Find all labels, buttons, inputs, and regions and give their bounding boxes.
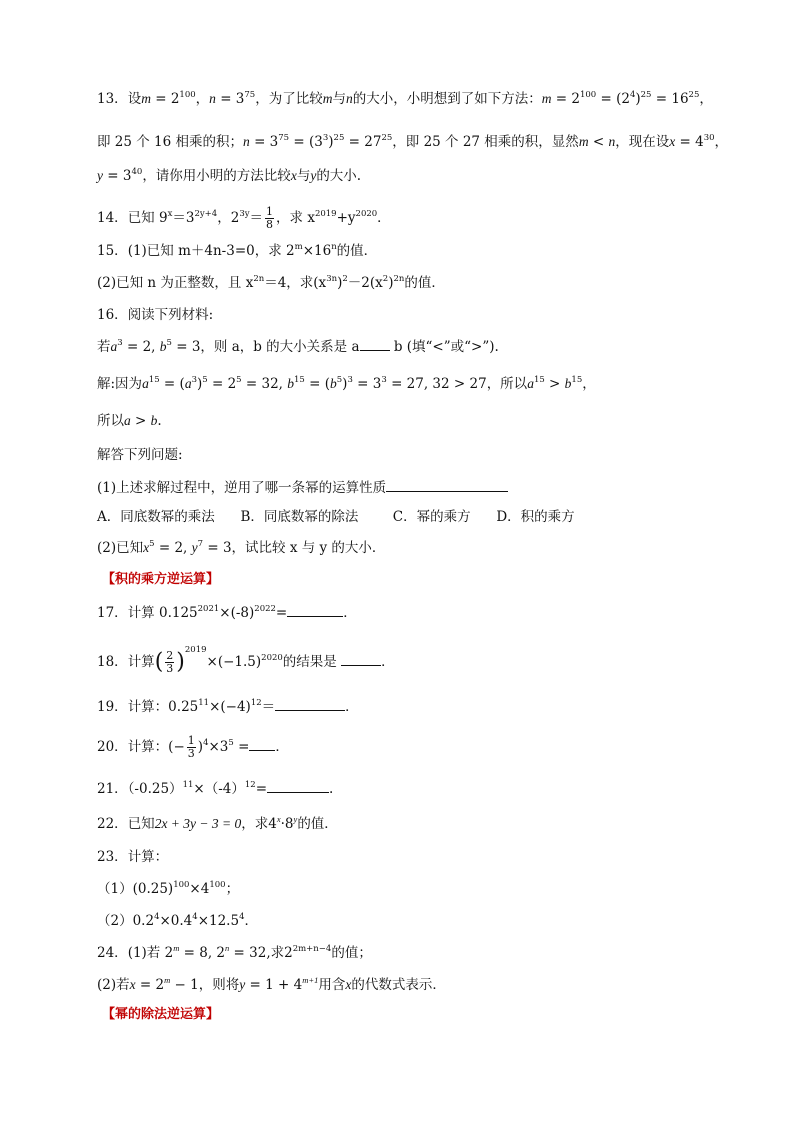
q16-line6: (2)已知$x^5 = 2$, $y^7 = 3$，试比较 x 与 y 的大小． — [97, 539, 386, 556]
question-number: 22． — [97, 816, 128, 832]
question-number: 17． — [97, 605, 128, 621]
section-heading: 【积的乘方逆运算】 — [102, 572, 220, 587]
answer-blank[interactable] — [249, 738, 275, 751]
q24-line1: 24．(1)若 $2^m = 8$, $2^n = 32$,求$2^{2m+n-4}$的值； — [97, 943, 372, 961]
answer-blank[interactable] — [267, 780, 329, 793]
q23-title: 23．计算： — [97, 849, 169, 865]
q15-line1: 15．(1)已知 m＋4n-3=0，求 $2^m\times 16^n$的值． — [97, 242, 378, 259]
answer-blank[interactable] — [386, 479, 508, 492]
q23-line2: $(2)0.2^4\times 0.4^4\times 12.5^4$． — [97, 912, 258, 929]
q17: 17．计算 $0.125^{2021}\times(-8)^{2022}=$ ． — [97, 604, 357, 621]
q16-line3: 所以a > b. — [97, 413, 162, 429]
q13-line3: $y = 3^{40}$，请你用小明的方法比较x与y的大小. — [97, 167, 362, 184]
q16-line5: (1)上述求解过程中，逆用了哪一条幂的运算性质 — [97, 479, 508, 497]
question-number: 23． — [97, 849, 128, 865]
question-number: 18． — [97, 654, 128, 670]
q16-title: 16．阅读下列材料: — [97, 307, 214, 323]
q22: 22．已知2x + 3y − 3 = 0，求$4^x\cdot 8^y$的值． — [97, 814, 338, 832]
q16-line4: 解答下列问题: — [97, 447, 183, 463]
question-number: 24． — [97, 945, 128, 961]
q15-line2: (2)已知 n 为正整数，且 $x^{2n}=4$，求$(x^{3n})^2-2(x^2)^{2n}$的值． — [97, 274, 445, 291]
q16-options: A．同底数幂的乘法 B．同底数幂的除法 C．幂的乘方 D．积的乘方 — [97, 509, 575, 525]
q19: 19．计算：$0.25^{11}\times(-4)^{12}=$ ． — [97, 698, 359, 715]
q24-line2: (2)若$x = 2^m - 1$，则将$y = 1 + 4^{m+1}$用含x的代数式表示． — [97, 975, 446, 993]
math-expr: n — [243, 134, 250, 149]
answer-blank[interactable] — [360, 338, 390, 351]
fraction: $\frac{1}{8}$ — [266, 205, 274, 231]
q18: 18．计算( $\frac{2}{3}$ )$^{2019}\times(-1.5)^{2020}$的结果是 ． — [97, 645, 395, 675]
q13-line2: 即 25 个 16 相乘的积；$n = 3^{75} = (3^3)^{25} = 27^{25}$，即 25 个 27 相乘的积，显然m < n，现在设$x = 4^{30}$， — [97, 133, 729, 150]
answer-blank[interactable] — [275, 698, 345, 711]
question-number: 19． — [97, 699, 128, 715]
fraction: $\frac{1}{3}$ — [187, 734, 195, 760]
q16-line2: 解:因为$a^{15} = (a^3)^5 = 2^5 = 32$, $b^{15} = (b^5)^3 = 3^3 = 27$, 32 > 27，所以$a^{15} > b^{15}$， — [97, 375, 596, 392]
answer-blank[interactable] — [341, 653, 381, 666]
q14: 14．已知 $9^x=3^{2y+4}$，$2^{3y}=$ $\frac{1}{8}$ ，求 $x^{2019}+y^{2020}$． — [97, 205, 391, 231]
question-number: 14． — [97, 210, 128, 226]
math-expr: m — [541, 91, 552, 106]
question-number: 20． — [97, 739, 128, 755]
q21: 21．$(-0.25)^{11}\times(-4)^{12}=$ . — [97, 780, 334, 797]
q13-line1: 13．设$m = 2^{100}$，$n = 3^{75}$，为了比较m与n的大小，小明想到了如下方法：$m = 2^{100} = (2^4)^{25} = 16^{25}$， — [97, 90, 713, 107]
q20: 20．计算：(− $\frac{1}{3}$ )$^4\times 3^5$ = ． — [97, 734, 289, 760]
answer-blank[interactable] — [287, 604, 343, 617]
question-number: 13． — [97, 91, 128, 107]
q23-line1: $(1)(0.25)^{100}\times 4^{100}$； — [97, 880, 240, 897]
q16-line1: 若$a^3 = 2$, $b^5 = 3$，则 a，b 的大小关系是 a b (填“<”或“>”). — [97, 338, 499, 355]
fraction: $\frac{2}{3}$ — [166, 649, 174, 675]
section-heading: 【幂的除法逆运算】 — [102, 1007, 220, 1022]
math-expr: m — [141, 91, 151, 106]
question-number: 21． — [97, 781, 128, 797]
question-number: 15． — [97, 243, 128, 259]
question-number: 16． — [97, 307, 128, 323]
